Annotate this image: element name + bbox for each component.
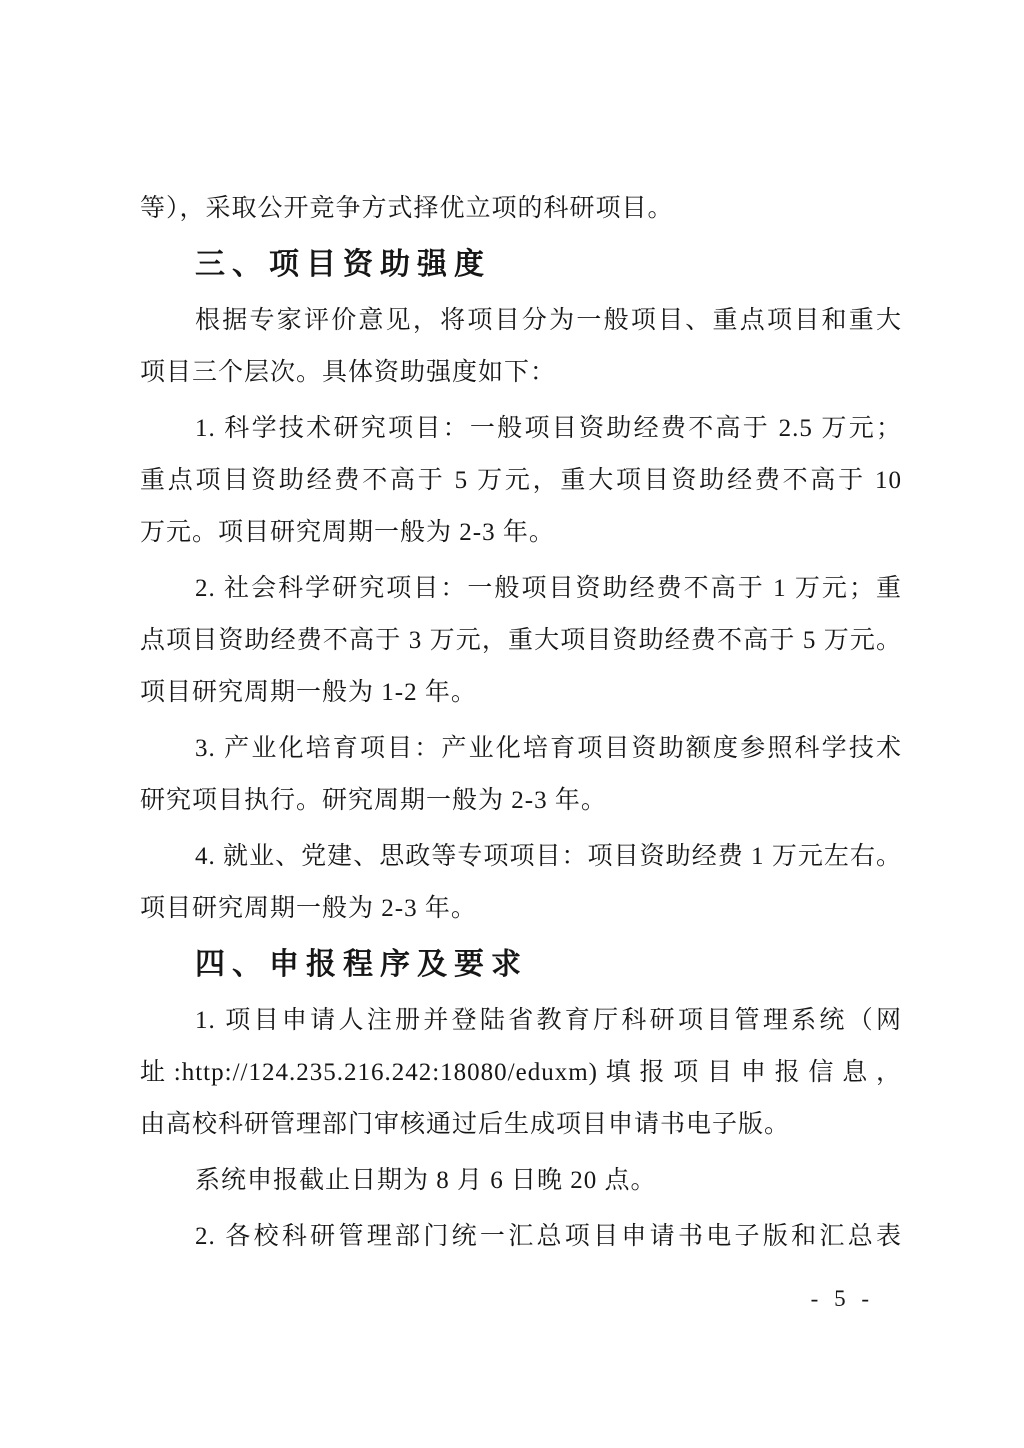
- text-line: 址:http://124.235.216.242:18080/eduxm)填报项目申报信息，: [140, 1059, 902, 1086]
- page-number: - 5 -: [810, 1286, 874, 1311]
- text-line: 点项目资助经费不高于 3 万元，重大项目资助经费不高于 5 万元。: [140, 627, 902, 654]
- text-line: 1. 项目申请人注册并登陆省教育厅科研项目管理系统（网: [195, 1007, 902, 1034]
- section-heading: 四、申报程序及要求: [195, 947, 528, 982]
- text-line: 项目三个层次。具体资助强度如下：: [140, 359, 557, 386]
- text-line: 万元。项目研究周期一般为 2-3 年。: [140, 519, 555, 546]
- text-line: 2. 各校科研管理部门统一汇总项目申请书电子版和汇总表: [195, 1223, 902, 1250]
- text-line: 3. 产业化培育项目：产业化培育项目资助额度参照科学技术: [195, 735, 902, 762]
- text-line: 4. 就业、党建、思政等专项项目：项目资助经费 1 万元左右。: [195, 843, 902, 870]
- document-content: [140, 183, 902, 1263]
- section-heading: 三、项目资助强度: [195, 247, 491, 282]
- text-line: 2. 社会科学研究项目：一般项目资助经费不高于 1 万元；重: [195, 575, 902, 602]
- text-line: 1. 科学技术研究项目：一般项目资助经费不高于 2.5 万元；: [195, 415, 902, 442]
- text-line: 研究项目执行。研究周期一般为 2-3 年。: [140, 787, 607, 814]
- text-line: 项目研究周期一般为 2-3 年。: [140, 895, 477, 922]
- text-line: 等），采取公开竞争方式择优立项的科研项目。: [140, 195, 674, 222]
- text-line: 项目研究周期一般为 1-2 年。: [140, 679, 477, 706]
- text-line: 重点项目资助经费不高于 5 万元，重大项目资助经费不高于 10: [140, 467, 902, 494]
- text-line: 由高校科研管理部门审核通过后生成项目申请书电子版。: [140, 1111, 791, 1138]
- text-line: 系统申报截止日期为 8 月 6 日晚 20 点。: [195, 1167, 657, 1194]
- text-line: 根据专家评价意见，将项目分为一般项目、重点项目和重大: [195, 307, 902, 334]
